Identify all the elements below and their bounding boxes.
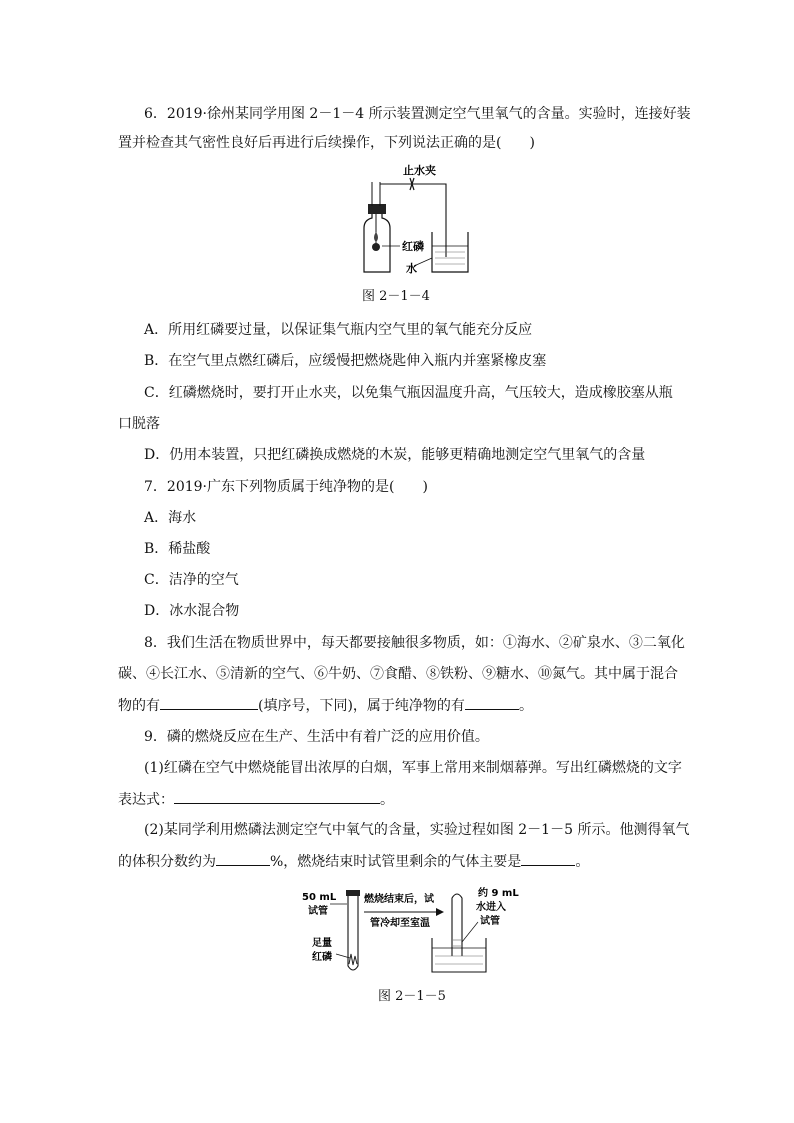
- q6-option-a: A．所用红磷要过量，以保证集气瓶内空气里的氧气能充分反应: [144, 322, 533, 338]
- red-phosphorus: [372, 243, 380, 251]
- q8-line1: 8．我们生活在物质世界中，每天都要接触很多物质，如：①海水、②矿泉水、③二氧化: [144, 635, 685, 651]
- arrow-right-icon: [436, 908, 444, 916]
- water-volume-label: 约 9 mL: [478, 888, 519, 899]
- q8-line3-text-a: 物的有: [118, 698, 160, 714]
- q7-option-d: D．冰水混合物: [144, 603, 240, 619]
- q6-option-d: D．仍用本装置，只把红磷换成燃烧的木炭，能够更精确地测定空气里氧气的含量: [144, 447, 646, 463]
- q7-option-a: A．海水: [144, 510, 197, 526]
- q9-part1-text-a: 表达式：: [118, 792, 174, 808]
- q6-stem-line1: 6．2019·徐州某同学用图 2－1－4 所示装置测定空气里氧气的含量。实验时，连接好装: [144, 106, 691, 122]
- clamp-label: 止水夹: [403, 164, 436, 177]
- q9-part2-line2: [118, 851, 589, 872]
- q9-part2-text-a: 的体积分数约为: [118, 854, 216, 870]
- q9-stem: 9．磷的燃烧反应在生产、生活中有着广泛的应用价值。: [144, 729, 489, 745]
- water-enter-label: 水进入: [476, 902, 506, 913]
- q8-line3-text-c: 。: [518, 698, 533, 714]
- water-label: 水: [406, 262, 417, 275]
- q8-line2: 碳、④长江水、⑤清新的空气、⑥牛奶、⑦食醋、⑧铁粉、⑨糖水、⑩氮气。其中属于混合: [118, 666, 678, 682]
- q6-stem-line2: 置并检查其气密性良好后再进行后续操作，下列说法正确的是( ): [118, 135, 535, 151]
- figure-2-1-4: [348, 162, 478, 278]
- q9-part2-line1: (2)某同学利用燃磷法测定空气中氧气的含量，实验过程如图 2－1－5 所示。他测得氧气: [144, 822, 690, 838]
- q9-part2-text-c: 。: [575, 854, 590, 870]
- figure-2-1-5-caption: 图 2－1－5: [378, 989, 446, 1004]
- q9-part1-text-b: 。: [380, 792, 394, 808]
- phosphorus-amount-label: 足量: [312, 938, 332, 949]
- tube-stopper: [346, 890, 360, 896]
- q7-stem: 7．2019·广东下列物质属于纯净物的是( ): [144, 479, 428, 495]
- phosphorus-label: 红磷: [402, 240, 424, 253]
- phosphorus-label-2: 红磷: [312, 952, 332, 963]
- red-phosphorus-sample: [349, 954, 357, 965]
- q6-option-c-line2: 口脱落: [118, 416, 160, 432]
- q8-line3: [118, 695, 533, 716]
- q6-option-b: B．在空气里点燃红磷后，应缓慢把燃烧匙伸入瓶内并塞紧橡皮塞: [144, 353, 547, 369]
- q8-line3-text-b: (填序号，下同)，属于纯净物的有: [258, 698, 465, 714]
- q8-pure-blank[interactable]: [465, 695, 519, 710]
- rubber-stopper: [368, 204, 386, 214]
- q7-option-c: C．洁净的空气: [144, 572, 239, 588]
- beaker-right: [432, 938, 486, 972]
- q6-option-c-line1: C．红磷燃烧时，要打开止水夹，以免集气瓶因温度升高，气压较大，造成橡胶塞从瓶: [144, 385, 673, 401]
- figure-2-1-4-caption: 图 2－1－4: [362, 289, 430, 304]
- q9-part1-line2: [118, 789, 394, 810]
- flame-icon: [374, 232, 378, 242]
- water-tube-label: 试管: [480, 916, 500, 927]
- arrow-label-1: 燃烧结束后，试: [364, 894, 434, 905]
- test-tube-left: [348, 896, 358, 970]
- arrow-label-2: 管冷却至室温: [370, 918, 430, 929]
- figure-2-1-5: [300, 886, 530, 976]
- tube-volume-label: 50 mL: [302, 892, 337, 903]
- gas-bottle: [364, 210, 390, 272]
- q9-part1-line1: (1)红磷在空气中燃烧能冒出浓厚的白烟，军事上常用来制烟幕弹。写出红磷燃烧的文字: [144, 760, 682, 776]
- q9-gas-blank[interactable]: [521, 851, 575, 866]
- q8-mixture-blank[interactable]: [160, 695, 258, 710]
- q9-percent-blank[interactable]: [216, 851, 270, 866]
- test-tube-inverted: [452, 894, 462, 956]
- q9-equation-blank[interactable]: [174, 789, 380, 804]
- tube-label: 试管: [308, 906, 328, 917]
- q7-option-b: B．稀盐酸: [144, 541, 211, 557]
- q9-part2-text-b: %，燃烧结束时试管里剩余的气体主要是: [270, 854, 522, 870]
